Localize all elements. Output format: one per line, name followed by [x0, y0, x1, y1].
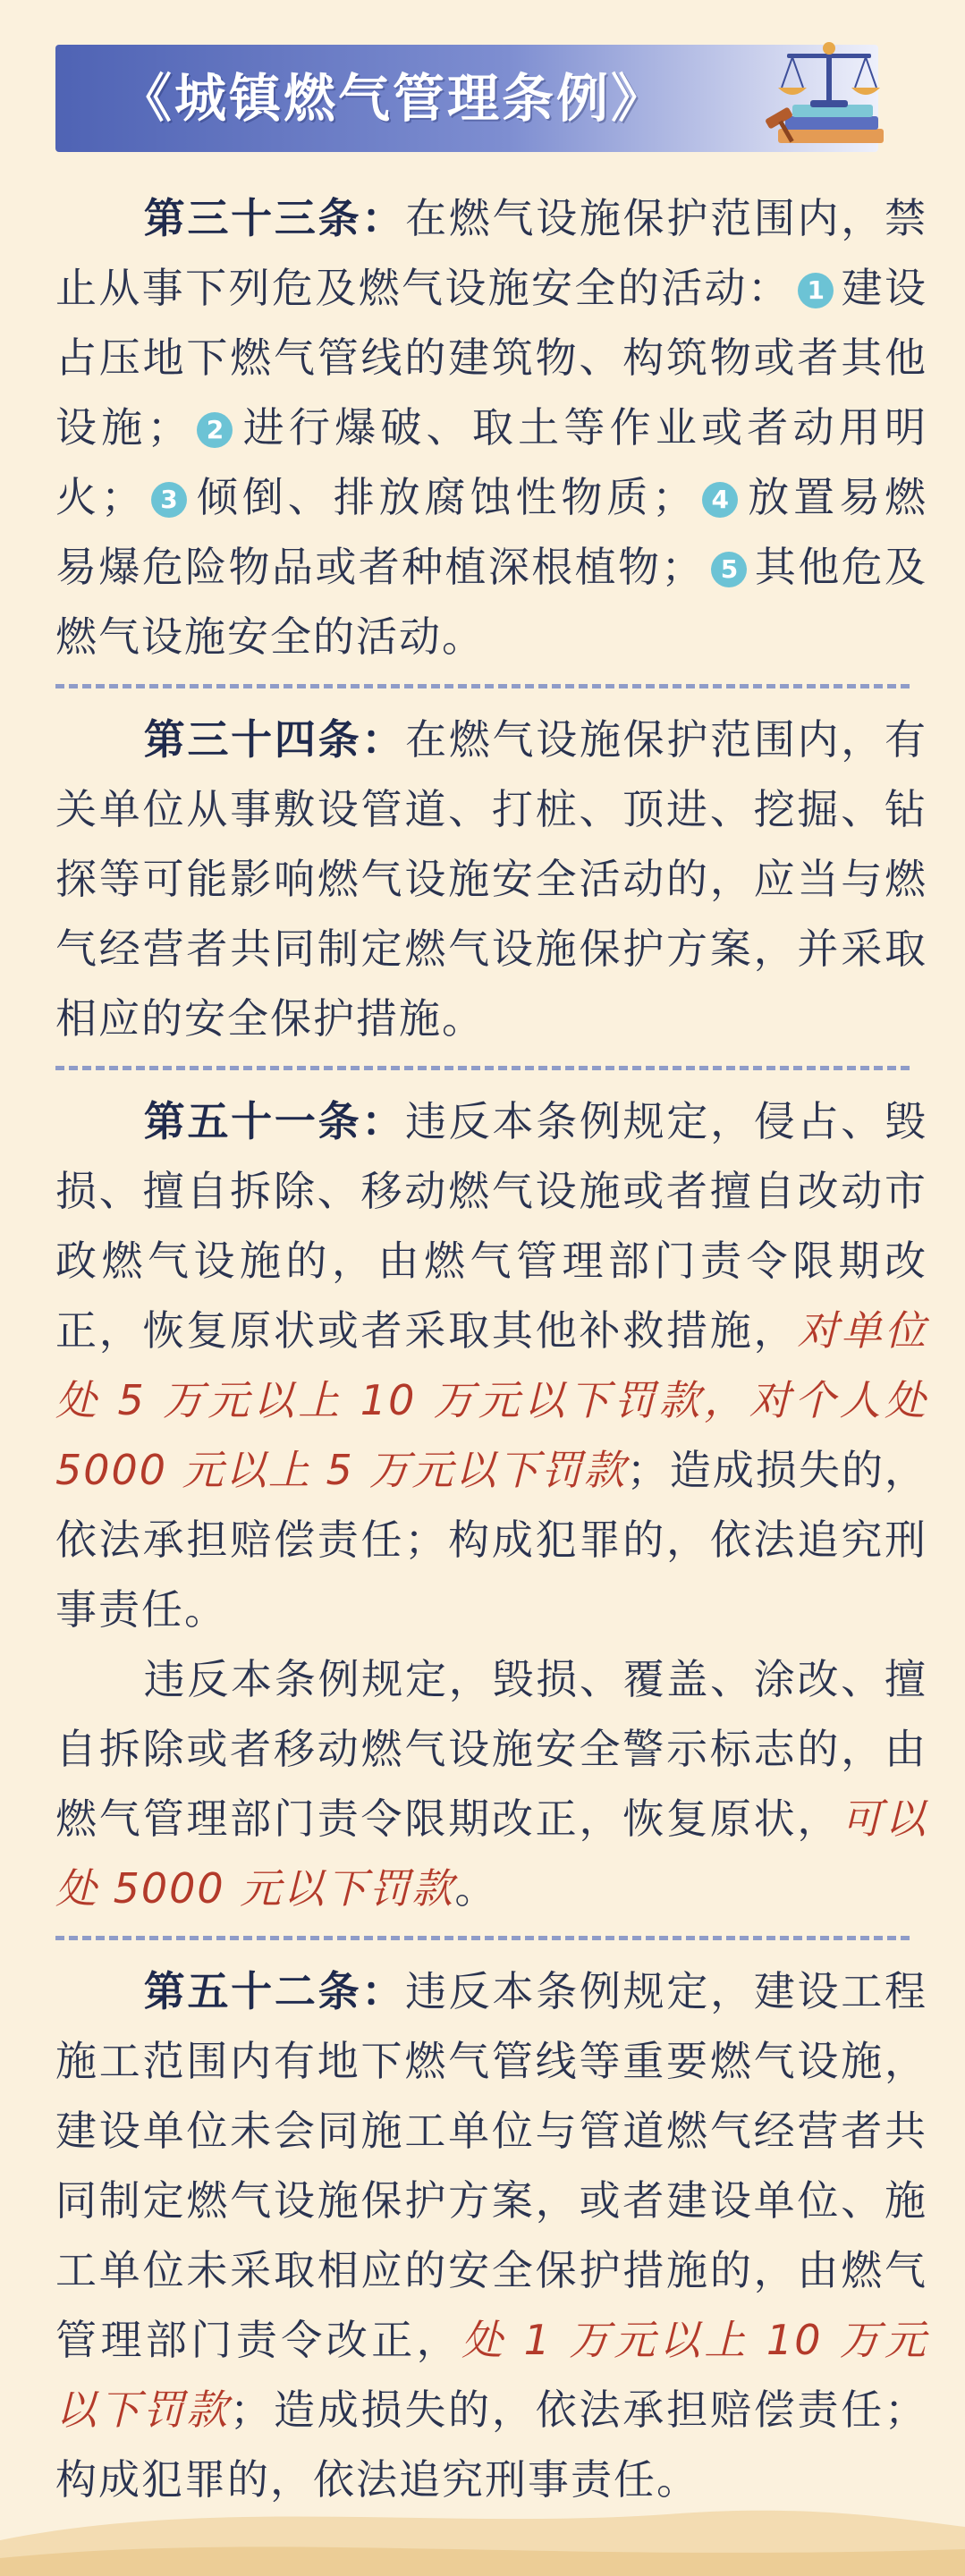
title-banner — [55, 45, 878, 152]
article-33-item-3: 倾倒、排放腐蚀性物质； — [193, 473, 696, 521]
item-number-4: 4 — [702, 482, 738, 518]
article-52-penalty: 处 1 万元以上 10 万元以下罚款 — [55, 2316, 927, 2434]
article-33-item-5: 其他危及燃气设施安全的活动。 — [55, 543, 928, 661]
item-number-1: 1 — [798, 273, 834, 308]
dashed-divider — [55, 684, 910, 688]
article-34-text: 在燃气设施保护范围内，有关单位从事敷设管道、打桩、顶进、挖掘、钻探等可能影响燃气设施安全活动的，应当与燃气经营者共同制定燃气设施保护方案，并采取相应的安全保护措施。 — [55, 715, 928, 1043]
law-books-icon — [778, 105, 884, 143]
article-33 — [55, 183, 927, 671]
article-51-p2-text: 违反本条例规定，毁损、覆盖、涂改、擅自拆除或者移动燃气设施安全警示标志的，由燃气管理部门责令限期改正，恢复原状， — [55, 1655, 927, 1843]
page-title: 《城镇燃气管理条例》 — [120, 68, 666, 129]
article-51-p2-tail: 。 — [454, 1864, 498, 1913]
article-52 — [55, 1956, 927, 2514]
dashed-divider — [55, 1066, 910, 1070]
article-51-paragraph-1 — [55, 1086, 927, 1644]
article-52-text: 违反本条例规定，建设工程施工范围内有地下燃气管线等重要燃气设施，建设单位未会同施工单位与管道燃气经营者共同制定燃气设施保护方案，或者建设单位、施工单位未采取相应的安全保护措施的，由燃气管理部门责令改正， — [55, 1967, 928, 2364]
article-51-tail: ；造成损失的，依法承担赔偿责任；构成犯罪的，依法追究刑事责任。 — [55, 1446, 928, 1634]
article-33-item-1: 建设占压地下燃气管线的建筑物、构筑物或者其他设施； — [55, 264, 928, 452]
scales-of-justice-icon — [760, 36, 903, 161]
article-34-heading: 第三十四条： — [143, 715, 406, 764]
article-33-item-2: 进行爆破、取土等作业或者动用明火； — [55, 403, 928, 521]
item-number-3: 3 — [151, 482, 187, 518]
article-51-paragraph-2 — [55, 1644, 927, 1923]
article-33-intro: 在燃气设施保护范围内，禁止从事下列危及燃气设施安全的活动： — [55, 194, 928, 312]
article-33-heading: 第三十三条： — [143, 194, 406, 242]
dashed-divider — [55, 1936, 910, 1940]
item-number-2: 2 — [197, 412, 233, 448]
article-34 — [55, 705, 927, 1053]
article-52-tail: ；造成损失的，依法承担赔偿责任；构成犯罪的，依法追究刑事责任。 — [55, 2386, 928, 2504]
regulation-content — [55, 183, 927, 2514]
article-51-p2-penalty: 可以处 5000 元以下罚款 — [55, 1795, 928, 1913]
article-51-heading: 第五十一条： — [143, 1097, 406, 1145]
article-51-text: 违反本条例规定，侵占、毁损、擅自拆除、移动燃气设施或者擅自改动市政燃气设施的，由燃气管理部门责令限期改正，恢复原状或者采取其他补救措施， — [55, 1097, 928, 1355]
article-52-heading: 第五十二条： — [143, 1967, 406, 2015]
item-number-5: 5 — [711, 552, 747, 587]
article-51-penalty: 对单位处 5 万元以上 10 万元以下罚款，对个人处 5000 元以上 5 万元以下罚款 — [55, 1306, 928, 1494]
article-33-item-4: 放置易燃易爆危险物品或者种植深根植物； — [55, 473, 927, 591]
